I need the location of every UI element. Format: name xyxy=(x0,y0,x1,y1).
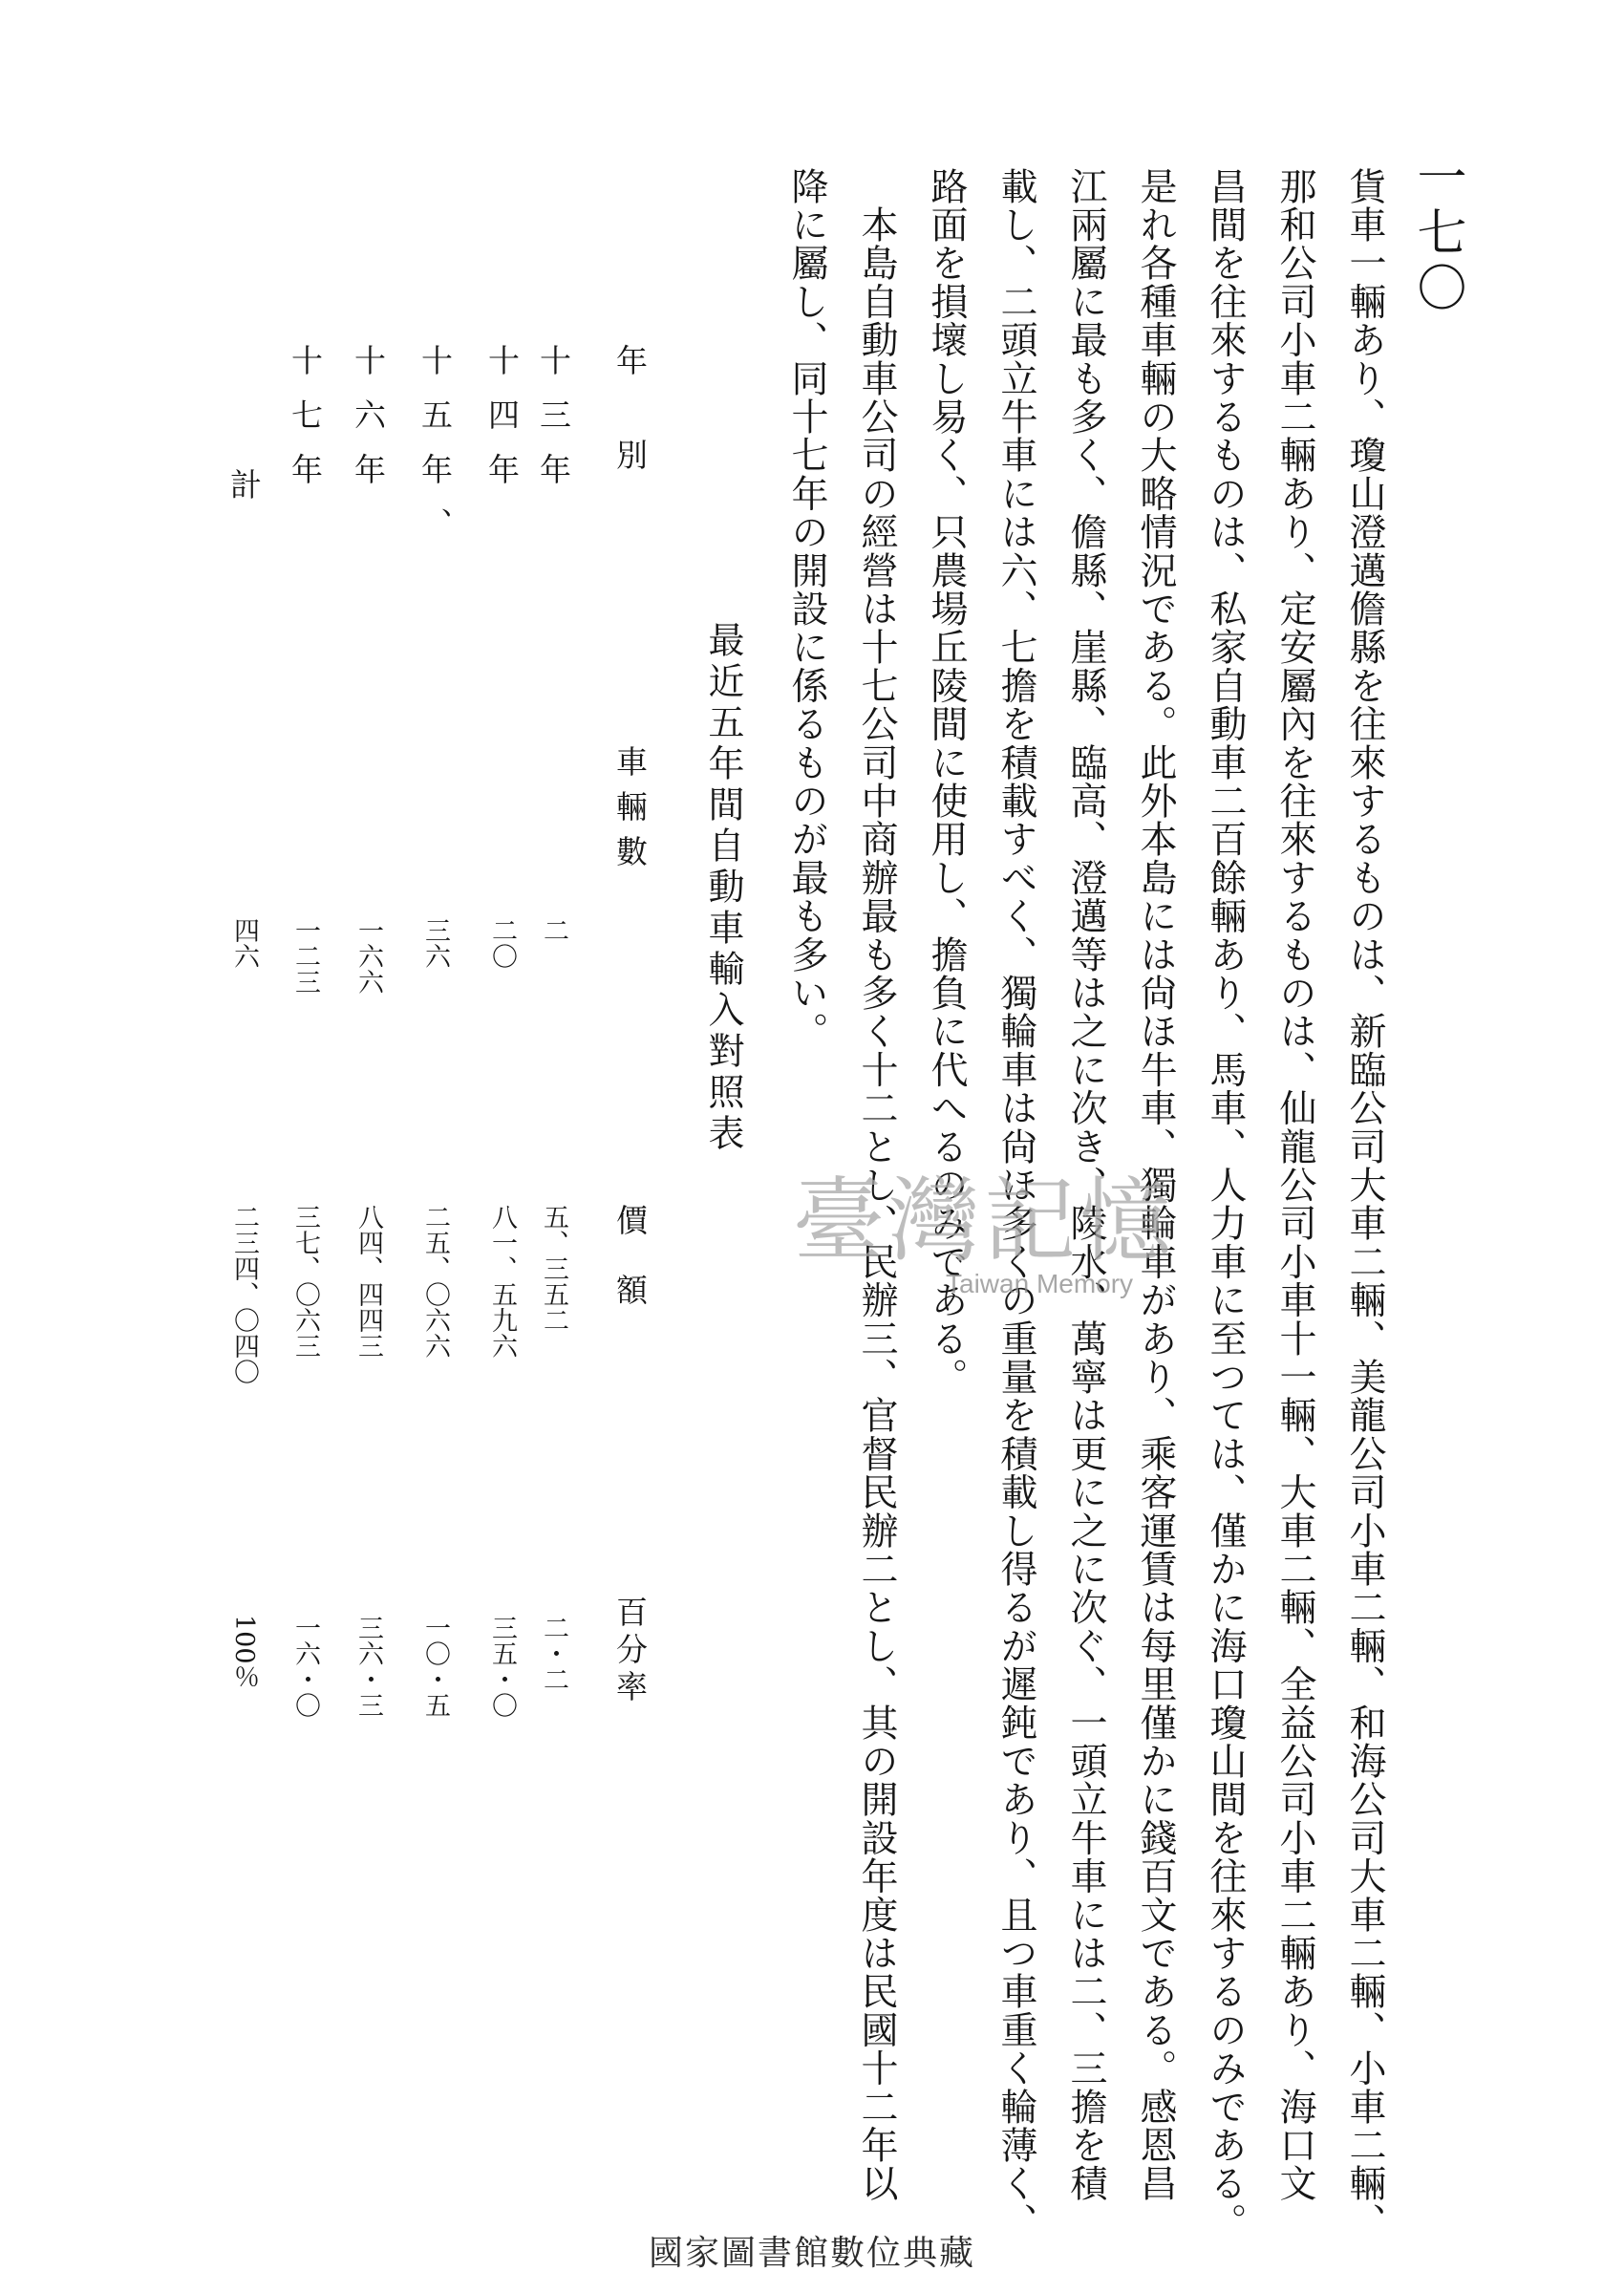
table-header-row xyxy=(608,344,652,1777)
watermark-main-text: 臺灣記憶 xyxy=(793,1168,1175,1275)
table-row xyxy=(413,344,457,1777)
row-vehicle-count: 一六六 xyxy=(353,917,383,995)
table-row xyxy=(531,344,575,1777)
row-year: 十四年 xyxy=(483,344,521,507)
row-year: 十五年、 xyxy=(417,344,454,562)
row-percentage: 三五・〇 xyxy=(487,1615,517,1718)
paragraph-column: 是れ各種車輛の大略情況である。此外本島には尙ほ牛車、獨輪車があり、乘客運賃は每里僅かに錢百文である。感恩昌 xyxy=(1134,167,1177,2203)
total-label: 計 xyxy=(225,468,263,500)
row-percentage: 二・二 xyxy=(539,1615,568,1692)
row-price: 八四、四四三 xyxy=(353,1204,383,1359)
row-price: 五、三五二 xyxy=(539,1204,568,1333)
header-year: 年 別 xyxy=(611,344,649,470)
row-vehicle-count: 一二三 xyxy=(290,917,320,995)
header-vehicle-count: 車輛數 xyxy=(611,745,649,880)
paragraph-column: 載し、二頭立牛車には六、七擔を積載すべく、獨輪車は尙ほ多くの重量を積載し得るが遲鈍であり、且つ車重く輪薄く、 xyxy=(994,167,1037,2241)
header-price: 價額 xyxy=(611,1204,649,1343)
table-row xyxy=(283,344,327,1777)
row-percentage: 一〇・五 xyxy=(420,1615,450,1718)
row-price: 三七、〇六三 xyxy=(290,1204,320,1359)
table-title: 最近五年間自動車輸入對照表 xyxy=(702,621,744,1155)
paragraph-column: 貨車一輛あり、瓊山澄邁儋縣を往來するものは、新臨公司大車二輛、美龍公司小車二輛、和海公司大車二輛、小車二輛、 xyxy=(1343,167,1386,2241)
paragraph-column: 本島自動車公司の經營は十七公司中商辦最も多く十二とし、民辦三、官督民辦二とし、其の開設年度は民國十二年以 xyxy=(855,167,898,2203)
row-percentage: 一六・〇 xyxy=(290,1615,320,1718)
total-price: 二三四、〇四〇 xyxy=(229,1204,259,1384)
row-vehicle-count: 二〇 xyxy=(487,917,517,969)
paragraph-column: 昌間を往來するものは、私家自動車二百餘輛あり、馬車、人力車に至つては、僅かに海口瓊山間を往來するのみである。 xyxy=(1204,167,1247,2241)
paragraph-column: 降に屬し、同十七年の開設に係るものが最も多い。 xyxy=(785,167,828,1051)
paragraph-column: 那和公司小車二輛あり、定安屬內を往來するものは、仙龍公司小車十一輛、大車二輛、全益公司小車二輛あり、海口文 xyxy=(1273,167,1316,2203)
row-vehicle-count: 三六 xyxy=(420,917,450,969)
row-year: 十三年 xyxy=(535,344,572,507)
row-year: 十六年 xyxy=(350,344,387,507)
row-percentage: 三六・三 xyxy=(353,1615,383,1718)
row-price: 八一、五九六 xyxy=(487,1204,517,1359)
row-vehicle-count: 二 xyxy=(539,917,568,943)
watermark-logo xyxy=(793,1166,1290,1318)
page-number: 一七〇 xyxy=(1408,151,1465,317)
row-year: 十七年 xyxy=(287,344,324,507)
table-row xyxy=(480,344,524,1777)
watermark-sub-text: Taiwan Memory xyxy=(946,1269,1134,1298)
paragraph-column: 江兩屬に最も多く、儋縣、崖縣、臨高、澄邁等は之に次き、陵水、萬寧は更に之に次ぐ、一頭立牛車には二、三擔を積 xyxy=(1064,167,1107,2203)
total-percentage: 100％ xyxy=(229,1615,259,1690)
row-price: 二五、〇六六 xyxy=(420,1204,450,1359)
total-vehicle-count: 四六 xyxy=(229,917,259,969)
footer-collection-label: 國家圖書館數位典藏 xyxy=(648,2234,975,2273)
header-percentage: 百分率 xyxy=(611,1596,649,1707)
table-row xyxy=(346,344,390,1777)
table-total-row xyxy=(222,344,266,1777)
paragraph-column: 路面を損壞し易く、只農場丘陵間に使用し、擔負に代へるのみである。 xyxy=(925,167,968,1397)
